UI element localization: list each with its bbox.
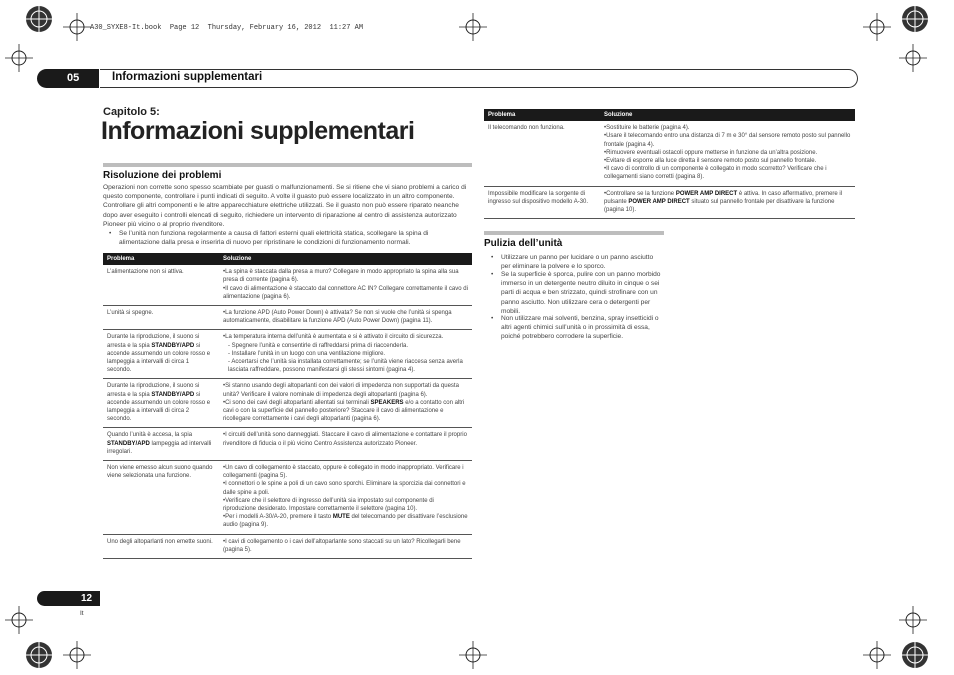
header-title: Informazioni supplementari	[112, 71, 263, 83]
static-note-bullet: • Se l’unità non funziona regolarmente a causa di fattori esterni quali elettricità statica, scollegare la spina di alimentazione dalla presa e inserirla di nuovo per ripristinare le condizioni di funzionamento normali.	[119, 229, 469, 247]
registration-mark-top-left	[24, 4, 54, 34]
troubleshooting-table	[103, 253, 472, 559]
registration-mark-top-right	[900, 4, 930, 34]
problem-cell: Durante la riproduzione, il suono si arresta e la spia STANDBY/APD si accende assumendo un colore rosso e lampeggia a intervalli di circa 1 secondo.	[103, 330, 219, 379]
col-solution-header: Soluzione	[219, 253, 472, 265]
solution-cell: •Controllare se la funzione POWER AMP DIRECT è attiva. In caso affermativo, premere il pulsante POWER AMP DIRECT situato sul pannello frontale per disattivare la funzione (pagina 10).	[600, 186, 855, 219]
crosshair-mark-right-lower	[898, 605, 928, 635]
crosshair-mark-bottom-right	[862, 640, 892, 670]
problem-cell: Durante la riproduzione, il suono si arresta e la spia STANDBY/APD si accende assumendo un colore rosso e lampeggia a intervalli di circa 2 secondo.	[103, 379, 219, 428]
crosshair-mark-bottom-center	[458, 640, 488, 670]
solution-cell: •Si stanno usando degli altoparlanti con dei valori di impedenza non supportati da questa unità? Verificare il valore nominale di impedenza degli altoparlanti (pagina 6). •Ci sono dei cavi degli altoparlanti allentati sui terminali SPEAKERS e/o a contatto con altri cavi o con la superficie del pannello posteriore? Staccare il cavo di alimentazione e ricollegare correttamente i cavi degli altoparlanti (pagina 6).	[219, 379, 472, 428]
col-problem-header: Problema	[484, 109, 600, 121]
problem-cell: Quando l’unità è accesa, la spia STANDBY/APD lampeggia ad intervalli irregolari.	[103, 428, 219, 461]
problem-cell: Il telecomando non funziona.	[484, 121, 600, 186]
col-solution-header: Soluzione	[600, 109, 855, 121]
registration-mark-bottom-left	[24, 640, 54, 670]
table-row	[484, 121, 855, 186]
crosshair-mark-top-left	[62, 12, 92, 42]
crosshair-mark-top-right	[862, 12, 892, 42]
crosshair-mark-left-lower	[4, 605, 34, 635]
solution-cell: •I circuiti dell’unità sono danneggiati. Staccare il cavo di alimentazione e contattare il proprio rivenditore di fiducia o il più vicino Centro Assistenza autorizzato Pioneer.	[219, 428, 472, 461]
table-row	[103, 461, 472, 535]
section-bar-cleaning	[484, 231, 664, 235]
table-row	[103, 330, 472, 379]
intro-paragraph: Operazioni non corrette sono spesso scambiate per guasti o malfunzionamenti. Se si ritiene che vi siano problemi a carico di questo componente, controllare i punti indicati di seguito. A volte il guasto può essere localizzato in un altro componente. Controllare gli altri componenti e le altre apparecchiature elettriche utilizzati. Se il guasto non può essere riparato neanche dopo aver eseguito i controlli elencati di seguito, richiedere un intervento di riparazione al centro di assistenza autorizzato Pioneer più vicino o al proprio rivenditore.	[103, 184, 467, 228]
col-problem-header: Problema	[103, 253, 219, 265]
registration-mark-bottom-right	[900, 640, 930, 670]
section-title-cleaning: Pulizia dell’unità	[484, 238, 563, 249]
table-row	[484, 186, 855, 219]
table-header-row	[103, 253, 472, 265]
problem-cell: Non viene emesso alcun suono quando viene selezionata una funzione.	[103, 461, 219, 535]
problem-cell: Impossibile modificare la sorgente di ingresso sul dispositivo modello A-30.	[484, 186, 600, 219]
solution-cell: •La spina è staccata dalla presa a muro? Collegare in modo appropriato la spina alla sua presa di corrente (pagina 6). •Il cavo di alimentazione è staccato dal connettore AC IN? Collegare correttamente il cavo di alimentazione (pagina 6).	[219, 265, 472, 305]
troubleshooting-table-continued	[484, 109, 855, 219]
table-row	[103, 534, 472, 558]
problem-cell: L’unità si spegne.	[103, 306, 219, 330]
solution-cell: •La temperatura interna dell’unità è aumentata e si è attivato il circuito di sicurezza. - Spegnere l’unità e consentirle di raffreddarsi prima di riaccenderla. - Installare l’unità in un luogo con una ventilazione migliore. - Accertarsi che l’unità sia installata correttamente; se l’unità viene riaccesa senza averla lasciata raffreddare, possono manifestarsi gli stessi sintomi (pagina 4).	[219, 330, 472, 379]
table-row	[103, 428, 472, 461]
crosshair-mark-left-upper	[4, 43, 34, 73]
section-bar-troubleshooting	[103, 163, 472, 167]
table-row	[103, 265, 472, 305]
solution-cell: •I cavi di collegamento o i cavi dell’altoparlante sono staccati su un lato? Ricollegarli bene (pagina 5).	[219, 534, 472, 558]
section-title-troubleshooting: Risoluzione dei problemi	[103, 170, 222, 181]
table-header-row	[484, 109, 855, 121]
print-info: A30_SYXE8-It.book Page 12 Thursday, February 16, 2012 11:27 AM	[90, 24, 364, 32]
language-code: It	[80, 610, 84, 617]
chapter-label: Capitolo 5:	[103, 106, 160, 118]
cleaning-item-1: • Utilizzare un panno per lucidare o un panno asciutto per eliminare la polvere e lo sporco.	[501, 253, 663, 271]
cleaning-item-2: • Se la superficie è sporca, pulire con un panno morbido immerso in un detergente neutro diluito in cinque o sei parti di acqua e ben strizzato, quindi strofinare con un panno asciutto. Non utilizzare cera o detergenti per mobili.	[501, 270, 663, 316]
cleaning-item-3: • Non utilizzare mai solventi, benzina, spray insetticidi o altri agenti chimici sull’unità o in prossimità di essa, poiché potrebbero corrodere la superficie.	[501, 314, 663, 342]
page-number-tab: 12	[37, 591, 100, 606]
crosshair-mark-bottom-left	[62, 640, 92, 670]
table-row	[103, 379, 472, 428]
problem-cell: Uno degli altoparlanti non emette suoni.	[103, 534, 219, 558]
solution-cell: •La funzione APD (Auto Power Down) è attivata? Se non si vuole che l’unità si spenga automaticamente, disabilitare la funzione APD (Auto Power Down) (pagina 11).	[219, 306, 472, 330]
page-title: Informazioni supplementari	[101, 117, 415, 145]
table-row	[103, 306, 472, 330]
solution-cell: •Un cavo di collegamento è staccato, oppure è collegato in modo inappropriato. Verificare i collegamenti (pagina 5). •I connettori o le spine a poli di un cavo sono sporchi. Eliminare la sporcizia dai connettori e dalle spine a poli. •Verificare che il selettore di ingresso dell’unità sia impostato sul componente di riproduzione desiderato. Impostare correttamente il selettore (pagina 10). •Per i modelli A-30/A-20, premere il tasto MUTE del telecomando per disattivare l’esclusione audio (pagina 9).	[219, 461, 472, 535]
chapter-number-tab: 05	[37, 69, 99, 88]
crosshair-mark-top-center	[458, 12, 488, 42]
crosshair-mark-right-upper	[898, 43, 928, 73]
solution-cell: •Sostituire le batterie (pagina 4). •Usare il telecomando entro una distanza di 7 m e 30° dal sensore remoto posto sul pannello frontale (pagina 4). •Rimuovere eventuali ostacoli oppure metterse in funzione da un’altra posizione. •Evitare di esporre alla luce diretta il sensore remoto posto sul pannello frontale. •Il cavo di controllo di un componente è collegato in modo scorretto? Verificare che i collegamenti siano corretti (pagina 8).	[600, 121, 855, 186]
problem-cell: L’alimentazione non si attiva.	[103, 265, 219, 305]
